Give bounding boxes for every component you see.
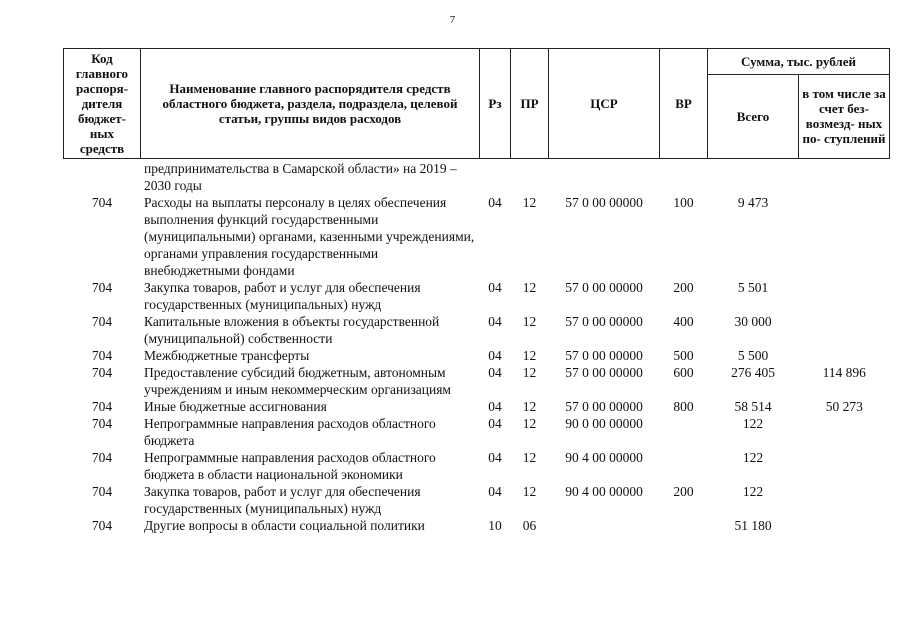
cell-total: 30 000 [734, 314, 772, 329]
table-row [64, 313, 890, 347]
cell-csr: 90 4 00 00000 [565, 484, 643, 499]
cell-pr: 12 [522, 484, 537, 499]
cell-vr [660, 517, 708, 534]
cell-pr: 12 [522, 416, 537, 431]
cell-name: Другие вопросы в области социальной политики [144, 518, 425, 533]
cell-vr [660, 449, 708, 483]
cell-csr: 90 0 00 00000 [565, 416, 643, 431]
cell-total: 58 514 [734, 399, 772, 414]
cell-csr: 90 4 00 00000 [565, 450, 643, 465]
header-incl: в том числе за счет без- возмезд- ных по- ступлений [799, 74, 890, 158]
cell-incl: 50 273 [825, 399, 863, 414]
header-code: Код главного распоря- дителя бюджет- ных средств [64, 49, 141, 159]
cell-total: 5 501 [737, 280, 769, 295]
cell-rz: 04 [488, 484, 502, 499]
table-row [64, 483, 890, 517]
cell-csr [549, 517, 660, 534]
cell-code: 704 [91, 348, 113, 363]
budget-table [63, 48, 890, 534]
cell-name: Непрограммные направления расходов областного бюджета в области национальной экономики [144, 450, 436, 482]
cell-pr: 12 [522, 450, 537, 465]
header-sum-group: Сумма, тыс. рублей [708, 49, 890, 75]
cell-code: 704 [91, 280, 113, 295]
cell-csr: 57 0 00 00000 [565, 399, 643, 414]
cell-code: 704 [91, 484, 113, 499]
cell-incl [799, 449, 890, 483]
continuation-text: предпринимательства в Самарской области» на 2019 – 2030 годы [144, 161, 457, 193]
cell-code: 704 [91, 450, 113, 465]
table-row [64, 415, 890, 449]
table-row [64, 398, 890, 415]
cell-vr: 500 [673, 348, 694, 363]
cell-pr: 12 [522, 348, 537, 363]
table-row-continuation [64, 159, 890, 195]
cell-total: 122 [742, 450, 764, 465]
table-row [64, 449, 890, 483]
cell-rz: 10 [488, 518, 502, 533]
cell-pr: 12 [522, 195, 537, 210]
table-row [64, 194, 890, 279]
cell-name: Иные бюджетные ассигнования [144, 399, 327, 414]
cell-name: Расходы на выплаты персоналу в целях обеспечения выполнения функций государственными (муниципальными) органами, казенными учреждениями, органами управления государственными внебюджетными фондами [144, 195, 475, 278]
header-total: Всего [708, 74, 799, 158]
cell-code: 704 [91, 518, 113, 533]
cell-pr: 12 [522, 314, 537, 329]
header-vr: ВР [660, 49, 708, 159]
cell-pr: 12 [522, 280, 537, 295]
cell-total: 276 405 [731, 365, 775, 380]
cell-csr: 57 0 00 00000 [565, 314, 643, 329]
cell-incl: 114 896 [822, 365, 866, 380]
cell-name: Непрограммные направления расходов областного бюджета [144, 416, 436, 448]
cell-rz: 04 [488, 195, 502, 210]
cell-pr: 12 [522, 399, 537, 414]
cell-csr: 57 0 00 00000 [565, 365, 643, 380]
table-body [64, 159, 890, 535]
cell-csr: 57 0 00 00000 [565, 195, 643, 210]
cell-code: 704 [91, 195, 113, 210]
cell-total: 9 473 [737, 195, 769, 210]
table-header [64, 49, 890, 159]
cell-incl [799, 313, 890, 347]
cell-total: 51 180 [734, 518, 772, 533]
cell-pr: 12 [522, 365, 537, 380]
cell-code: 704 [91, 416, 113, 431]
cell-incl [799, 517, 890, 534]
cell-incl [799, 347, 890, 364]
page-number: 7 [449, 14, 456, 26]
cell-name: Капитальные вложения в объекты государственной (муниципальной) собственности [144, 314, 440, 346]
cell-code: 704 [91, 399, 113, 414]
cell-vr [660, 415, 708, 449]
table-row [64, 364, 890, 398]
cell-rz: 04 [488, 450, 502, 465]
cell-rz: 04 [488, 399, 502, 414]
cell-rz: 04 [488, 314, 502, 329]
cell-vr: 200 [673, 280, 694, 295]
cell-incl [799, 279, 890, 313]
header-rz: Рз [480, 49, 511, 159]
cell-code: 704 [91, 365, 113, 380]
table-row [64, 279, 890, 313]
cell-name: Предоставление субсидий бюджетным, автономным учреждениям и иным некоммерческим организациям [144, 365, 451, 397]
cell-rz: 04 [488, 365, 502, 380]
cell-incl [799, 194, 890, 279]
cell-total: 122 [742, 416, 764, 431]
table-row [64, 517, 890, 534]
cell-incl [799, 483, 890, 517]
cell-rz: 04 [488, 348, 502, 363]
cell-vr: 800 [673, 399, 694, 414]
cell-rz: 04 [488, 416, 502, 431]
cell-csr: 57 0 00 00000 [565, 348, 643, 363]
cell-name: Закупка товаров, работ и услуг для обеспечения государственных (муниципальных) нужд [144, 484, 421, 516]
cell-name: Закупка товаров, работ и услуг для обеспечения государственных (муниципальных) нужд [144, 280, 421, 312]
cell-vr: 400 [673, 314, 694, 329]
cell-incl [799, 415, 890, 449]
cell-name: Межбюджетные трансферты [144, 348, 310, 363]
cell-code: 704 [91, 314, 113, 329]
cell-vr: 100 [673, 195, 694, 210]
cell-pr: 06 [522, 518, 537, 533]
cell-vr: 200 [673, 484, 694, 499]
table-row [64, 347, 890, 364]
cell-total: 122 [742, 484, 764, 499]
header-name: Наименование главного распорядителя средств областного бюджета, раздела, подраздела, целевой статьи, группы видов расходов [141, 49, 480, 159]
cell-vr: 600 [673, 365, 694, 380]
header-csr: ЦСР [549, 49, 660, 159]
cell-csr: 57 0 00 00000 [565, 280, 643, 295]
cell-total: 5 500 [737, 348, 769, 363]
cell-rz: 04 [488, 280, 502, 295]
header-pr: ПР [511, 49, 549, 159]
